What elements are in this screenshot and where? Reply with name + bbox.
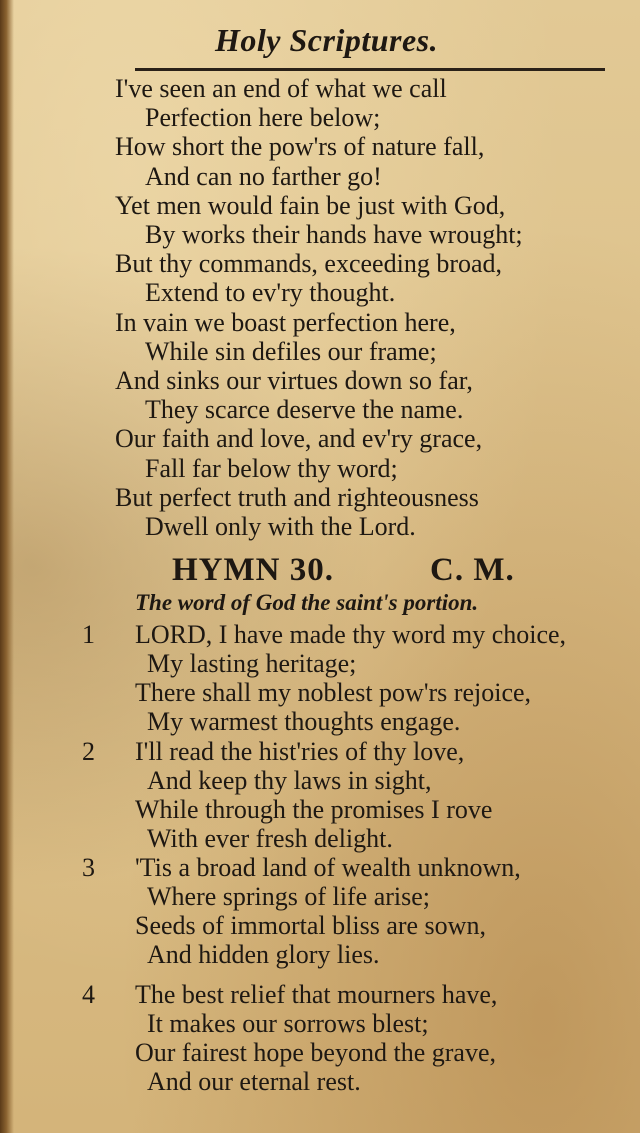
verse-line: While sin defiles our frame; bbox=[145, 337, 437, 366]
stanza-line: My lasting heritage; bbox=[147, 649, 357, 678]
stanza-line: LORD, I have made thy word my choice, bbox=[135, 620, 567, 649]
stanza-line: Seeds of immortal bliss are sown, bbox=[135, 911, 486, 940]
verse-line: Fall far below thy word; bbox=[145, 454, 398, 483]
hymn-title: HYMN 30. bbox=[172, 552, 334, 588]
verse-line: And sinks our virtues down so far, bbox=[115, 366, 473, 395]
verse-line: But thy commands, exceeding broad, bbox=[115, 249, 503, 278]
stanza-line: And our eternal rest. bbox=[147, 1067, 361, 1096]
verse-line: Our faith and love, and ev'ry grace, bbox=[115, 424, 483, 453]
verse-line: Extend to ev'ry thought. bbox=[145, 278, 396, 307]
verse-line: By works their hands have wrought; bbox=[145, 220, 523, 249]
running-head: Holy Scriptures. bbox=[215, 22, 439, 58]
verse-line: And can no farther go! bbox=[145, 162, 382, 191]
stanza-number: 3 bbox=[82, 853, 95, 882]
stanza-line: The best relief that mourners have, bbox=[135, 980, 498, 1009]
header-rule bbox=[135, 68, 605, 71]
stanza-line: 'Tis a broad land of wealth unknown, bbox=[135, 853, 521, 882]
stanza-line: Where springs of life arise; bbox=[147, 882, 431, 911]
verse-line: Dwell only with the Lord. bbox=[145, 512, 416, 541]
verse-line: They scarce deserve the name. bbox=[145, 395, 464, 424]
page-binding-edge bbox=[0, 0, 14, 1133]
stanza-line: I'll read the hist'ries of thy love, bbox=[135, 737, 465, 766]
verse-line: Perfection here below; bbox=[145, 103, 381, 132]
stanza-number: 2 bbox=[82, 737, 95, 766]
stanza-line: With ever fresh delight. bbox=[147, 824, 393, 853]
stanza-line: It makes our sorrows blest; bbox=[147, 1009, 429, 1038]
stanza-line: There shall my noblest pow'rs rejoice, bbox=[135, 678, 532, 707]
hymn-subtitle: The word of God the saint's portion. bbox=[135, 590, 479, 615]
verse-line: In vain we boast perfection here, bbox=[115, 308, 456, 337]
stanza-number: 1 bbox=[82, 620, 95, 649]
hymn-meter: C. M. bbox=[430, 552, 515, 588]
verse-line: How short the pow'rs of nature fall, bbox=[115, 132, 485, 161]
stanza-line: And hidden glory lies. bbox=[147, 940, 380, 969]
verse-line: I've seen an end of what we call bbox=[115, 74, 447, 103]
stanza-line: And keep thy laws in sight, bbox=[147, 766, 432, 795]
verse-line: Yet men would fain be just with God, bbox=[115, 191, 506, 220]
stanza-number: 4 bbox=[82, 980, 95, 1009]
verse-line: But perfect truth and righteousness bbox=[115, 483, 479, 512]
stanza-line: Our fairest hope beyond the grave, bbox=[135, 1038, 496, 1067]
stanza-line: While through the promises I rove bbox=[135, 795, 493, 824]
stanza-line: My warmest thoughts engage. bbox=[147, 707, 461, 736]
